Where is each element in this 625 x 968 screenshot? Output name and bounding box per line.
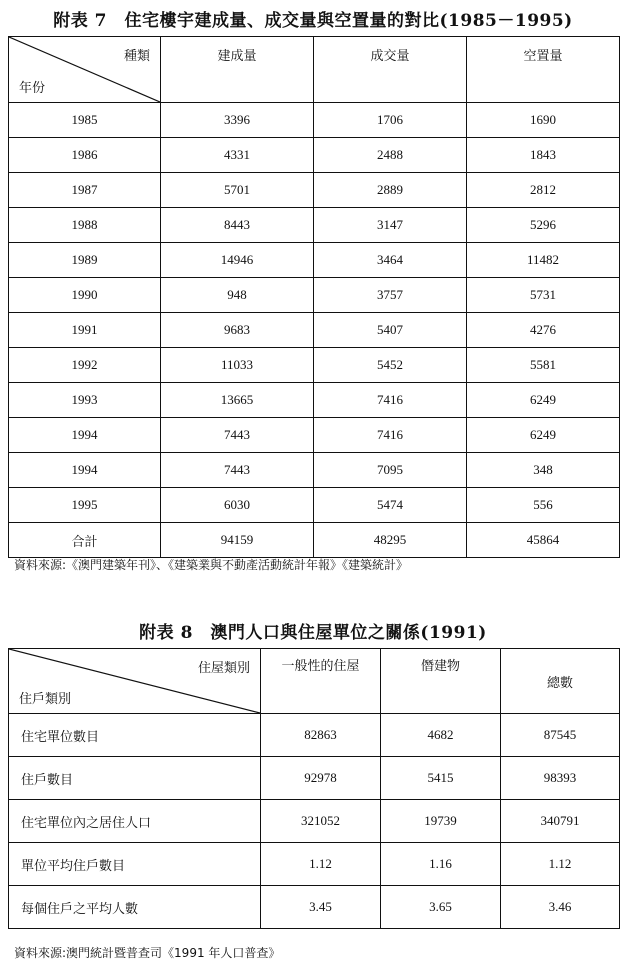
table-row xyxy=(9,714,620,757)
table-cell: 4276 xyxy=(467,313,620,348)
table-cell: 7443 xyxy=(161,453,314,488)
row-label: 1985 xyxy=(9,103,161,138)
table-row xyxy=(9,313,620,348)
column-header: 僭建物 xyxy=(381,649,501,714)
table-row xyxy=(9,843,620,886)
table-cell: 8443 xyxy=(161,208,314,243)
table-cell: 5701 xyxy=(161,173,314,208)
column-header: 總數 xyxy=(501,649,620,714)
row-label: 單位平均住戶數目 xyxy=(9,843,261,886)
table-cell: 5415 xyxy=(381,757,501,800)
table8-title: 附表 8 澳門人口與住屋單位之關係(1991) xyxy=(139,623,487,643)
table-row xyxy=(9,208,620,243)
row-label: 住戶數目 xyxy=(9,757,261,800)
table-row xyxy=(9,348,620,383)
table-cell: 5407 xyxy=(314,313,467,348)
table-cell: 3.46 xyxy=(501,886,620,929)
row-label: 1988 xyxy=(9,208,161,243)
table-cell: 1706 xyxy=(314,103,467,138)
table-cell: 7416 xyxy=(314,383,467,418)
table-cell: 3147 xyxy=(314,208,467,243)
table-row xyxy=(9,278,620,313)
table-cell: 98393 xyxy=(501,757,620,800)
table-cell: 6030 xyxy=(161,488,314,523)
table-cell: 5731 xyxy=(467,278,620,313)
table8-source: 資料來源:澳門統計暨普查司《1991 年人口普查》 xyxy=(14,946,281,960)
table7-source: 資料來源:《澳門建築年刊》、《建築業與不動產活動統計年報》《建築統計》 xyxy=(14,558,409,572)
table-cell: 45864 xyxy=(467,523,620,558)
table-row xyxy=(9,488,620,523)
table-cell: 4682 xyxy=(381,714,501,757)
row-label: 1990 xyxy=(9,278,161,313)
table-cell: 2889 xyxy=(314,173,467,208)
row-label: 1986 xyxy=(9,138,161,173)
table8 xyxy=(8,648,620,929)
table-cell: 556 xyxy=(467,488,620,523)
table-cell: 87545 xyxy=(501,714,620,757)
table-row xyxy=(9,800,620,843)
column-header: 建成量 xyxy=(161,37,314,103)
table-cell: 948 xyxy=(161,278,314,313)
row-label: 合計 xyxy=(9,523,161,558)
table-cell: 5581 xyxy=(467,348,620,383)
table-row xyxy=(9,757,620,800)
table7-title: 附表 7 住宅樓宇建成量、成交量與空置量的對比(1985－1995) xyxy=(53,11,573,31)
table-cell: 3396 xyxy=(161,103,314,138)
table-row xyxy=(9,243,620,278)
table-cell: 2812 xyxy=(467,173,620,208)
column-header: 一般性的住屋 xyxy=(261,649,381,714)
table-cell: 3.45 xyxy=(261,886,381,929)
table-cell: 82863 xyxy=(261,714,381,757)
table-cell: 1.12 xyxy=(501,843,620,886)
row-label: 1993 xyxy=(9,383,161,418)
table7-header-row xyxy=(9,37,620,103)
table-cell: 48295 xyxy=(314,523,467,558)
table-cell: 14946 xyxy=(161,243,314,278)
table-cell: 3464 xyxy=(314,243,467,278)
table-cell: 5296 xyxy=(467,208,620,243)
table-row xyxy=(9,886,620,929)
table-row xyxy=(9,453,620,488)
table-cell: 7095 xyxy=(314,453,467,488)
table-row xyxy=(9,173,620,208)
table-cell: 321052 xyxy=(261,800,381,843)
table-cell: 340791 xyxy=(501,800,620,843)
table-cell: 1843 xyxy=(467,138,620,173)
row-label: 1992 xyxy=(9,348,161,383)
table-cell: 19739 xyxy=(381,800,501,843)
table-cell: 1.12 xyxy=(261,843,381,886)
table-cell: 11033 xyxy=(161,348,314,383)
table-cell: 6249 xyxy=(467,383,620,418)
corner-label-household-type: 住戶類別 xyxy=(19,691,72,706)
column-header: 空置量 xyxy=(467,37,620,103)
table-cell: 7416 xyxy=(314,418,467,453)
row-label: 1994 xyxy=(9,418,161,453)
table-cell: 9683 xyxy=(161,313,314,348)
table-row xyxy=(9,523,620,558)
row-label: 住宅單位內之居住人口 xyxy=(9,800,261,843)
table-cell: 5452 xyxy=(314,348,467,383)
table-cell: 3.65 xyxy=(381,886,501,929)
table-cell: 2488 xyxy=(314,138,467,173)
row-label: 1994 xyxy=(9,453,161,488)
table-cell: 3757 xyxy=(314,278,467,313)
table-cell: 13665 xyxy=(161,383,314,418)
table-cell: 5474 xyxy=(314,488,467,523)
corner-label-type: 種類 xyxy=(123,48,150,63)
table7-corner-cell xyxy=(9,37,161,103)
table-cell: 6249 xyxy=(467,418,620,453)
column-header: 成交量 xyxy=(314,37,467,103)
table-row xyxy=(9,103,620,138)
table-row xyxy=(9,138,620,173)
table-cell: 11482 xyxy=(467,243,620,278)
table-cell: 92978 xyxy=(261,757,381,800)
table-cell: 94159 xyxy=(161,523,314,558)
table8-header-row xyxy=(9,649,620,714)
row-label: 1995 xyxy=(9,488,161,523)
row-label: 1987 xyxy=(9,173,161,208)
table-cell: 1.16 xyxy=(381,843,501,886)
table-row xyxy=(9,418,620,453)
table8-corner-cell xyxy=(9,649,261,714)
corner-label-year: 年份 xyxy=(19,80,46,95)
table-cell: 1690 xyxy=(467,103,620,138)
table7 xyxy=(8,36,620,558)
row-label: 1989 xyxy=(9,243,161,278)
row-label: 住宅單位數目 xyxy=(9,714,261,757)
row-label: 1991 xyxy=(9,313,161,348)
table-cell: 7443 xyxy=(161,418,314,453)
table-cell: 4331 xyxy=(161,138,314,173)
table-row xyxy=(9,383,620,418)
corner-label-housing-type: 住屋類別 xyxy=(197,660,250,675)
row-label: 每個住戶之平均人數 xyxy=(9,886,261,929)
table-cell: 348 xyxy=(467,453,620,488)
